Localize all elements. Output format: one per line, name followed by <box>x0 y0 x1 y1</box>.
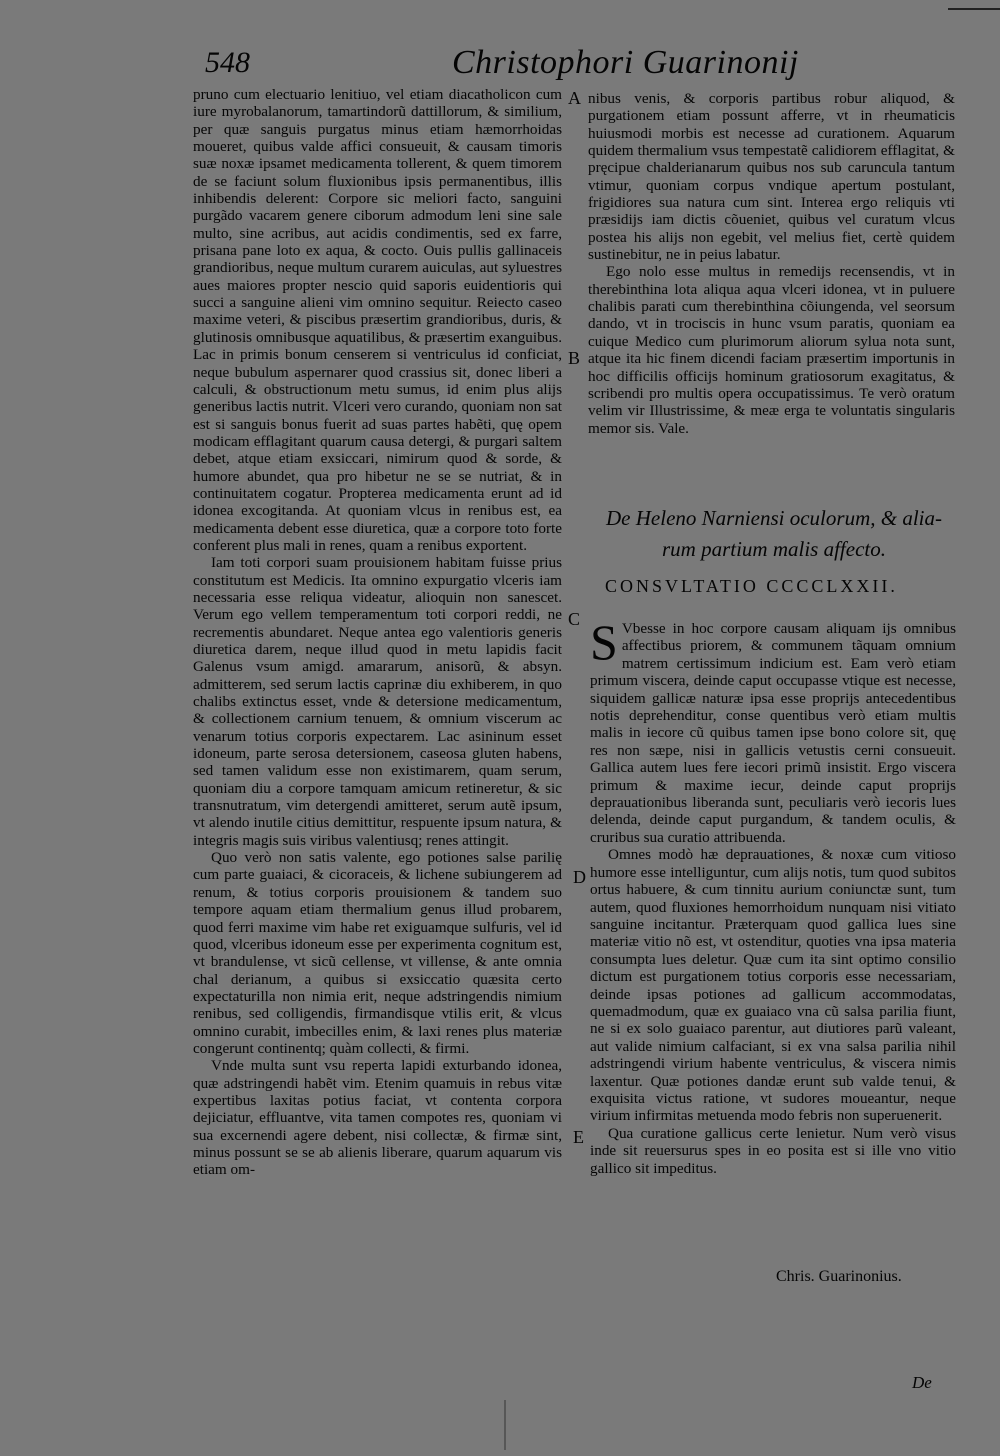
consultation-heading <box>590 503 958 565</box>
left-paragraph: pruno cum electuario lenitiuo, vel etiam diacatholicon cum iure myrobalanorum, tamartindorũ dattillorum, & similium, per quæ sanguis purgatus minus etiam hæmorrhoidas moueret, quibus valde affici consueuit, & causam timoris suæ noxæ ipsamet medicamenta tollerent, & quem timorem de se faciunt solum fluxionibus ipsis permanentibus, illis inhibendis delerent: Corpore sic meliori facto, sanguini purgãdo vacarem genere ciborum admodum leni sine sale multo, sine acribus, aut acidis condimentis, sed ex farre, prisana pane loto ex aqua, & cocto. Ouis pullis gallinaceis grandioribus, neque multum curarem auiculas, aut syluestres aues maiores propter nescio quid saporis euidentioris qui succi a sanguine alieni vim omnino sequitur. Reiecto caseo maxime veteri, & piscibus præsertim grandioribus, duris, & glutinosis omnibusque aquatilibus, & præsertim exanguibus. Lac in primis bonum censerem si ventriculus id conficiat, neque bubulum aspernarer quod crassius sit, donec liberi a calculi, & obstructionum metu sumus, id enim plus alijs generibus lactis nutrit. Vlceri vero curando, quoniam non sat est si sanguis bonus fuerit ad suas partes habẽti, quę opem modicam efflagitant quarum causa detergi, & purgari saltem debet, atque etiam exsiccari, nimirum quod & sorde, & humore abundet, qua pro hibetur ne se se nutriat, & in continuitatem cogatur. Propterea medicamenta erunt ad id idonea excogitanda. At quoniam vlcus in renibus est, ea medicamenta debent esse diuretica, quæ a corpore toto forte conferent plus mali in renes, quam a renibus exportent. <box>193 86 562 554</box>
margin-marker-a: A <box>568 88 581 108</box>
gutter-mark <box>504 1400 506 1450</box>
right-column <box>588 90 955 437</box>
page-number: 548 <box>205 46 250 79</box>
consultation-paragraph: Qua curatione gallicus certe lenietur. Num verò visus inde sit reuersurus spes in eo posita est si ille vno vitio gallico sit impeditus. <box>590 1124 956 1177</box>
left-paragraph: Quo verò non satis valente, ego potiones salse parilię cum parte guaiaci, & cicoraceis, & lichene subiungerem ad renum, & totius corporis prouisionem & tandem suo tempore aquam etiam thermalium genus illud probarem, quod ferri maxime vim habe ret exiguamque sulfuris, vel id quod, vlceribus idoneum esse per experimenta cognitum est, vt brandulense, vt sicũ cellense, vt villense, & ante omnia chal derianum, a quibus si exsiccatio quæsita certo expectaturilla non nimia erit, neque adstringendis nimium renibus, sed colligendis, firmandisque vtilis erit, & vlcus omnino curabit, imbecilles enim, & laxi renes plus materiæ congerunt continentq; quàm collecti, & firmi. <box>193 849 562 1057</box>
margin-marker-d: D <box>573 867 586 887</box>
left-column <box>193 86 562 1179</box>
top-rule <box>948 8 1000 10</box>
consultation-number: CONSVLTATIO CCCCLXXII. <box>605 576 898 596</box>
margin-marker-b: B <box>568 348 581 368</box>
left-paragraph: Iam toti corpori suam prouisionem habitam fuisse prius constitutum est Medicis. Ita omnino expurgatio vlceris iam necessaria esse reliqua videatur, alioquin non sanescet. Verum ego vellem temperamentum toti corpori reddi, ne recrementis abundaret. Neque antea ego valentioris generis diuretica darem, neque illud quod in metu lapidis facit Galenus vsum amigd. amararum, anisorũ, & absyn. admitterem, sed serum lactis caprinæ diu exhiberem, in quo chalibs extinctus esset, vnde & detersione medicamentum, & collectionem carnium tenuem, & omnium viscerum ac venarum totius corporis expectarem. Lac asininum esset idoneum, parte serosa detersionem, caseosa gluten habens, sed tamen validum esse non existimarem, quam serum, quoniam diu a corpore tamquam amicum retineretur, & sic transnutratum, vim detergendi amitteret, serum autẽ ipsum, vt alendo inutile citius demittitur, respuente ipsum natura, & integris magis suis viribus valentiusq; renes attingit. <box>193 554 562 849</box>
consultation-paragraph <box>590 614 956 846</box>
right-paragraph: nibus venis, & corporis partibus robur aliquod, & purgationem etiam possunt afferre, vt in rheumaticis huiusmodi morbis est necesse ad curationem. Aquarum quidem thermalium vsus tempestatẽ calidiorem efflagitat, & pręcipue chalderianarum quibus nos sub caruncula tantum vtimur, quoniam corpus vndique apertum postulant, frigidiores sua natura cum sint. Interea ergo reliquis vti præsidijs iam dictis cõueniet, quibus vel curatum vlcus postea his alijs non egebit, vel melius fiet, certè quidem sustinebitur, ne in peius labatur. <box>588 90 955 264</box>
running-title: Christophori Guarinonij <box>452 44 799 81</box>
margin-marker-e: E <box>573 1127 584 1147</box>
catchword: De <box>912 1373 932 1392</box>
right-paragraph: Ego nolo esse multus in remedijs recensendis, vt in therebinthina lota aliqua aqua vlceri idonea, vt in puluere chalibis parati cum therebinthina cõiungenda, vel seorsum dando, vt in trociscis in hunc vsum paratis, quoniam ea cuique Medico cum plurimorum aliorum sylua nota sunt, atque ita hic finem dicendi faciam præsertim importunis in hoc difficilis officijs hominum gratiosorum exagitatus, & scribendi pro multis opera occupatissimus. Te verò oratum velim vir Illustrissime, & meæ erga te voluntatis singularis memor sis. Vale. <box>588 263 955 437</box>
consultation-paragraph: Omnes modò hæ deprauationes, & noxæ cum vitioso humore esse intelliguntur, cum alijs notis, tum quod subitos ortus habuere, & cum tinnitu aurium coniunctæ sunt, tum autem, quod fluxiones hemorrhoidum nunquam nisi vitiato sanguine incitantur. Præterquam quod gallica lues sine materiæ vitio nõ est, vt ostenditur, quoties vna ipsa materia consumpta lues deletur. Quæ cum ita sint optimo consilio dictum est purgationem totius corporis esse necessariam, deinde ipsas potiones ad gallicum accommodatas, quemadmodum, quæ ex guaiaco vna cũ salsa parilia fiunt, ne si ex solo guaiaco parentur, aut diutiores parũ valeant, aut valide nimium calfaciant, si ex vna salsa parilia nihil adstringendi virium habente ventriculus, & viscera nimis laxentur. Quæ potiones dandæ erunt sub valde tenui, & exquisita victus ratione, vt sudores moueantur, neque virium infirmitas metuenda modo febris non superuenerit. <box>590 846 956 1125</box>
heading-line-2: rum partium malis affecto. <box>662 537 886 561</box>
consultation-paragraph-text: Vbesse in hoc corpore causam aliquam ijs omnibus affectibus priorem, & communem tãquam omnium matrem certissimum indicium est. Eam verò etiam primum viscera, deinde caput occupasse vtique est necesse, siquidem gallicæ naturæ ipsa esse proprijs antecedentibus notis deprehenditur, conse quentibus verò etiam multis malis in iecore cũ quibus tamen ipse bono colore sit, quę res non sæpe, nisi in gallicis vetustis cerni consueuit. Gallica autem lues fere iecori primũ insistit. Ergo viscera primum & maxime iecur, deinde caput proprijs deprauationibus liberanda sunt, peculiaris verò iecoris lues delenda, deinde caput purgandum, & tandem oculis, & cruribus sua curatio attribuenda. <box>590 620 956 846</box>
consultation-body <box>590 614 956 1177</box>
left-paragraph: Vnde multa sunt vsu reperta lapidi exturbando idonea, quæ adstringendi habẽt vim. Etenim quamuis in rebus vitæ expertibus laxitas potius faciat, vt contenta corpora dejiciatur, effluantve, vita tamen compotes res, quoniam vi sua excernendi agere debent, nisi collectæ, & firmæ sint, minus possunt se se ab alienis liberare, quarum aquarum vis etiam om- <box>193 1057 562 1179</box>
margin-marker-c: C <box>568 609 581 629</box>
drop-cap: S <box>590 614 618 670</box>
heading-line-1: De Heleno Narniensi oculorum, & alia- <box>606 506 942 530</box>
signature: Chris. Guarinonius. <box>776 1268 902 1285</box>
